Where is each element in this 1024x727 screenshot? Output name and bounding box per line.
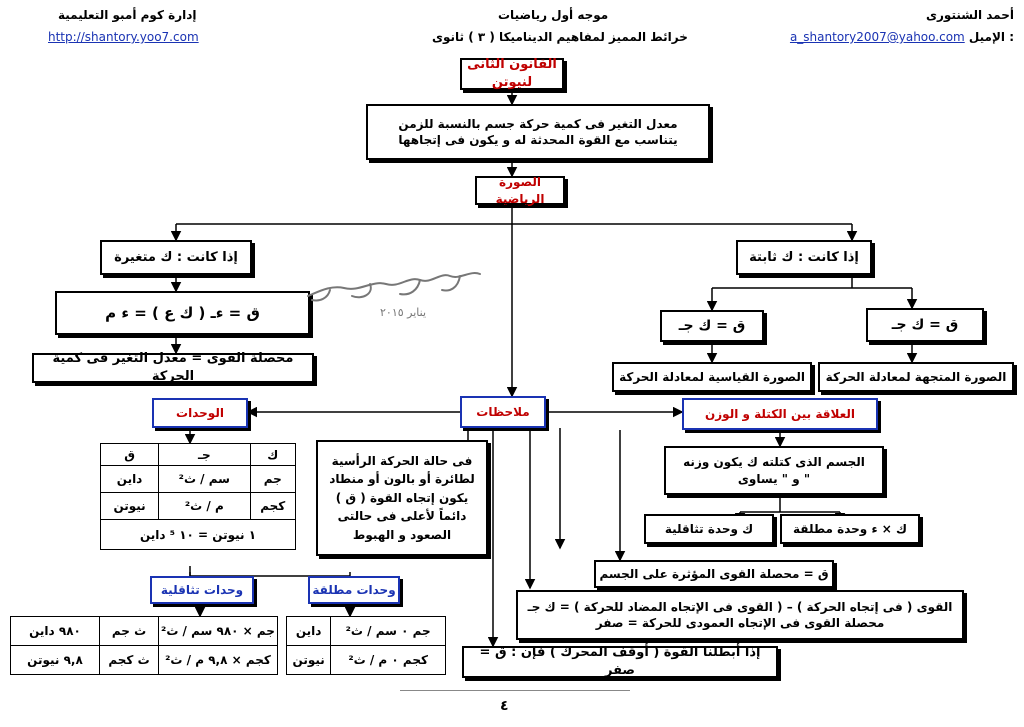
weight-gravitational-box: ك وحدة تثاقلية <box>644 514 774 544</box>
force-equations-box <box>516 590 964 640</box>
site-title: إدارة كوم أمبو التعليمية <box>58 8 197 22</box>
signature-date: يناير ٢٠١٥ <box>380 306 427 319</box>
law-definition-box: معدل التغير فى كمية حركة جسم بالنسبة للزمن يتناسب مع القوة المحدثة له و يكون فى إتجاهها <box>366 104 710 160</box>
weight-absolute-box: ك × ء وحدة مطلقة <box>780 514 920 544</box>
scalar-formula-box: ق = ك جـ <box>660 310 764 342</box>
units-cell: داين <box>101 466 159 493</box>
units-header: ق <box>101 444 159 466</box>
units-footer: ١ نيوتن = ١٠ ⁵ داين <box>101 520 296 550</box>
gravitational-units-box: وحدات تثاقلية <box>150 576 254 604</box>
units-cell: سم / ث² <box>159 466 250 493</box>
grav-cell: ٩٨٠ داين <box>11 617 100 646</box>
header-title: موجه أول رياضيات <box>498 8 609 22</box>
abs-cell: كجم ٠ م / ث² <box>331 646 446 675</box>
vertical-motion-note-box: فى حالة الحركة الرأسية لطائرة أو بالون أو منطاد يكون إتجاه القوة ( ق ) دائماً لأعلى فى حالتى الصعود و الهبوط <box>316 440 488 556</box>
abs-cell: داين <box>287 617 331 646</box>
math-form-box: الصورة الرياضية <box>475 176 565 205</box>
engine-off-box: إذا أبطلنا القوة ( أوقف المحرك ) فإن : ق = صفر <box>462 646 778 678</box>
absolute-units-box: وحدات مطلقة <box>308 576 400 604</box>
email-label: الإميل : <box>968 30 1014 44</box>
units-cell: م / ث² <box>159 493 250 520</box>
grav-cell: ٩,٨ نيوتن <box>11 646 100 675</box>
gravitational-units-table <box>10 616 278 675</box>
law-title-box: القانون الثانى لنيوتن <box>460 58 564 90</box>
units-table <box>100 443 296 550</box>
units-header: ك <box>250 444 296 466</box>
variable-formula-box <box>55 291 310 335</box>
grav-cell: ث جم <box>100 617 159 646</box>
mass-weight-text-box: الجسم الذى كتلته ك يكون وزنه " و " يساوى <box>664 446 884 495</box>
grav-cell: ث كجم <box>100 646 159 675</box>
author-signature <box>300 262 490 322</box>
absolute-units-table <box>286 616 446 675</box>
mass-variable-box: إذا كانت : ك متغيرة <box>100 240 252 275</box>
scalar-label-box: الصورة القياسية لمعادلة الحركة <box>612 362 812 392</box>
resultant-definition-box: ق = محصلة القوى المؤثرة على الجسم <box>594 560 834 588</box>
abs-cell: نيوتن <box>287 646 331 675</box>
header-subtitle: خرائط المميز لمفاهيم الديناميكا ( ٣ ) ثانوى <box>432 30 688 44</box>
vector-label-box: الصورة المتجهة لمعادلة الحركة <box>818 362 1014 392</box>
page-number: ٤ <box>500 698 509 714</box>
author-name: أحمد الشنتورى <box>926 8 1014 22</box>
mass-weight-box: العلاقة بين الكتلة و الوزن <box>682 398 878 430</box>
variable-formula: ق = ءـ ( ك ع ) = ء م <box>105 303 260 322</box>
grav-cell: كجم × ٩,٨ م / ث² <box>159 646 278 675</box>
units-cell: جم <box>250 466 296 493</box>
units-box: الوحدات <box>152 398 248 428</box>
units-cell: نيوتن <box>101 493 159 520</box>
abs-cell: جم ٠ سم / ث² <box>331 617 446 646</box>
site-url-link[interactable]: http://shantory.yoo7.com <box>48 30 199 44</box>
footer-rule <box>400 690 630 691</box>
units-cell: كجم <box>250 493 296 520</box>
resultant-rate-box: محصلة القوى = معدل التغير فى كمية الحركة <box>32 353 314 383</box>
mass-constant-box: إذا كانت : ك ثابتة <box>736 240 872 275</box>
grav-cell: جم × ٩٨٠ سم / ث² <box>159 617 278 646</box>
force-equation-line-2: محصلة القوى فى الإتجاه العمودى للحركة = صفر <box>595 616 885 630</box>
notes-box: ملاحظات <box>460 396 546 428</box>
email-link[interactable]: a_shantory2007@yahoo.com <box>789 30 965 44</box>
vector-formula-box: ق = ك جـ <box>866 308 984 342</box>
units-header: جـ <box>159 444 250 466</box>
force-equation-line-1: القوى ( فى إتجاه الحركة ) – ( القوى فى الإتجاه المضاد للحركة ) = ك جـ <box>527 599 953 614</box>
